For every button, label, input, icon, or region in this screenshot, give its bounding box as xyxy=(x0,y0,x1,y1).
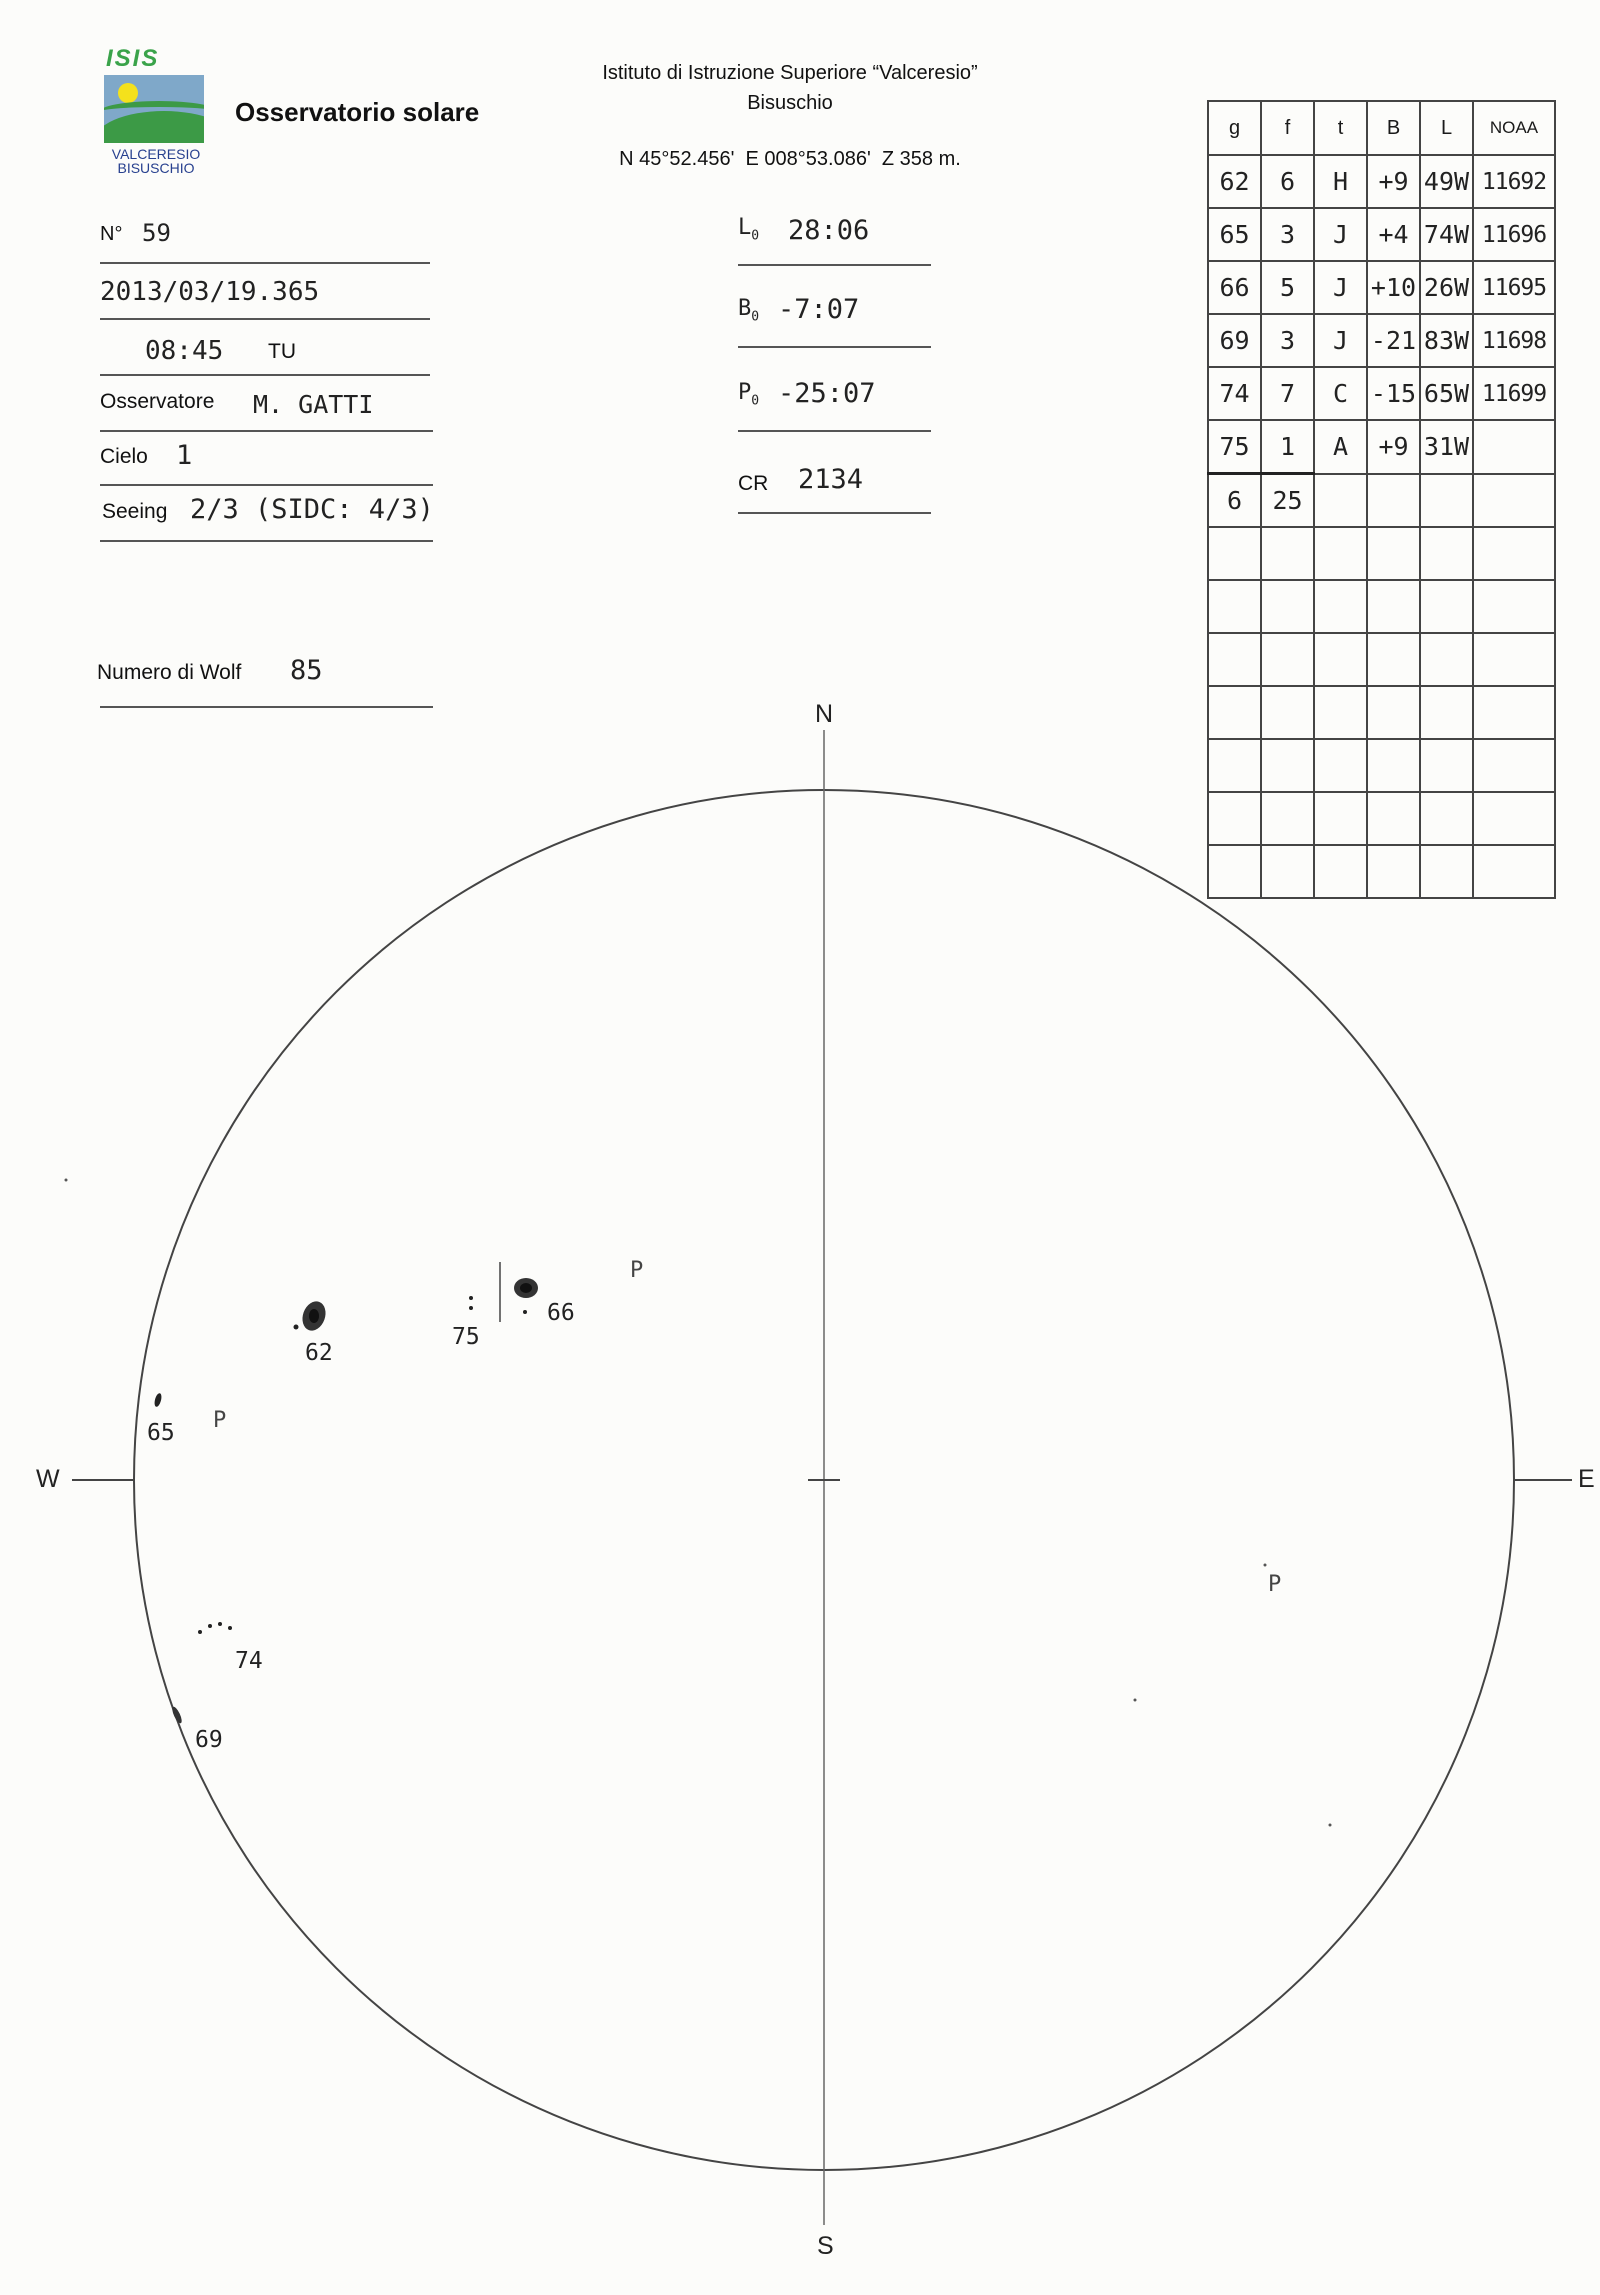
logo-isis-text: ISIS xyxy=(106,45,160,72)
l0-label-text: L xyxy=(738,215,752,240)
cr-label: CR xyxy=(738,472,769,495)
observatory-coordinates: N 45°52.456' E 008°53.086' Z 358 m. xyxy=(619,148,961,170)
cr-value: 2134 xyxy=(798,464,864,495)
facula-label: P xyxy=(213,1408,227,1433)
table-cell: A xyxy=(1314,420,1367,474)
south-label: S xyxy=(817,2232,834,2260)
table-cell: +10 xyxy=(1367,261,1420,314)
sunspot-group-66 xyxy=(500,1262,538,1322)
mark-dot xyxy=(1134,1699,1137,1702)
table-cell: H xyxy=(1314,155,1367,208)
table-cell: 11692 xyxy=(1473,155,1555,208)
table-cell: -21 xyxy=(1367,314,1420,367)
table-cell: 66 xyxy=(1208,261,1261,314)
p0-label-text: P xyxy=(738,380,752,405)
header-noaa: NOAA xyxy=(1473,101,1555,155)
table-cell: 7 xyxy=(1261,367,1314,420)
page-title: Osservatorio solare xyxy=(235,97,480,127)
table-cell: J xyxy=(1314,208,1367,261)
table-cell: 11699 xyxy=(1473,367,1555,420)
north-label: N xyxy=(815,700,834,728)
institute-town: Bisuschio xyxy=(747,92,833,114)
seeing-value: 2/3 (SIDC: 4/3) xyxy=(190,494,434,525)
table-cell: 83W xyxy=(1420,314,1473,367)
time-unit: TU xyxy=(268,340,296,363)
b0-sub: 0 xyxy=(751,309,760,325)
table-cell: 74W xyxy=(1420,208,1473,261)
table-cell: -15 xyxy=(1367,367,1420,420)
seeing-label: Seeing xyxy=(102,500,168,523)
group-label-66: 66 xyxy=(547,1300,575,1326)
institute-name: Istituto di Istruzione Superiore “Valceresio” xyxy=(602,62,978,84)
table-cell: C xyxy=(1314,367,1367,420)
l0-value: 28:06 xyxy=(788,215,870,246)
table-cell: 6 xyxy=(1261,155,1314,208)
mark-dot xyxy=(1264,1564,1267,1567)
sky-value: 1 xyxy=(176,440,193,471)
table-cell: 5 xyxy=(1261,261,1314,314)
number-label: N° xyxy=(100,223,123,245)
sunspot-group-65 xyxy=(153,1392,162,1407)
p0-sub: 0 xyxy=(751,393,760,409)
b0-value: -7:07 xyxy=(778,294,860,325)
west-label: W xyxy=(36,1465,60,1493)
b0-label-text: B xyxy=(738,296,752,321)
sky-label: Cielo xyxy=(100,445,148,468)
table-cell: 62 xyxy=(1208,155,1261,208)
date-value: 2013/03/19.365 xyxy=(100,277,320,307)
table-cell: 49W xyxy=(1420,155,1473,208)
facula-label: P xyxy=(1268,1572,1282,1597)
table-cell: 65W xyxy=(1420,367,1473,420)
sunspot-group-74 xyxy=(198,1622,232,1634)
table-cell: 26W xyxy=(1420,261,1473,314)
mark-dot xyxy=(65,1179,68,1182)
table-cell: 75 xyxy=(1208,420,1261,474)
header-b: B xyxy=(1367,101,1420,155)
table-cell: 11695 xyxy=(1473,261,1555,314)
number-value: 59 xyxy=(142,219,171,247)
table-cell: 11698 xyxy=(1473,314,1555,367)
sunspot-group-62 xyxy=(294,1298,330,1334)
observer-label: Osservatore xyxy=(100,390,215,413)
observer-value: M. GATTI xyxy=(253,390,374,419)
wolf-number-value: 85 xyxy=(290,655,323,686)
p0-value: -25:07 xyxy=(778,378,876,409)
header-l: L xyxy=(1420,101,1473,155)
group-label-65: 65 xyxy=(147,1420,175,1446)
table-cell: +9 xyxy=(1367,420,1420,474)
header-f: f xyxy=(1261,101,1314,155)
total-groups: 6 xyxy=(1208,474,1261,528)
table-cell: +4 xyxy=(1367,208,1420,261)
table-cell: +9 xyxy=(1367,155,1420,208)
sunspot-group-75 xyxy=(469,1296,473,1310)
logo-name-line2: BISUSCHIO xyxy=(117,160,195,176)
table-cell: J xyxy=(1314,261,1367,314)
group-label-62: 62 xyxy=(305,1340,333,1366)
table-cell: 11696 xyxy=(1473,208,1555,261)
header-g: g xyxy=(1208,101,1261,155)
time-value: 08:45 xyxy=(145,336,224,366)
group-label-75: 75 xyxy=(452,1324,480,1350)
table-cell: 65 xyxy=(1208,208,1261,261)
east-label: E xyxy=(1578,1465,1595,1493)
table-cell: 1 xyxy=(1261,420,1314,474)
group-label-74: 74 xyxy=(235,1648,263,1674)
header-t: t xyxy=(1314,101,1367,155)
facula-label: P xyxy=(630,1258,644,1283)
logo-name-line1: VALCERESIO xyxy=(111,146,201,162)
l0-sub: 0 xyxy=(751,228,760,244)
total-spots: 25 xyxy=(1261,474,1314,528)
table-cell: 74 xyxy=(1208,367,1261,420)
group-label-69: 69 xyxy=(195,1727,223,1753)
mark-dot xyxy=(1329,1824,1332,1827)
table-cell: J xyxy=(1314,314,1367,367)
table-cell: 3 xyxy=(1261,314,1314,367)
table-cell: 3 xyxy=(1261,208,1314,261)
table-cell: 69 xyxy=(1208,314,1261,367)
table-cell: 31W xyxy=(1420,420,1473,474)
wolf-number-label: Numero di Wolf xyxy=(97,661,242,684)
